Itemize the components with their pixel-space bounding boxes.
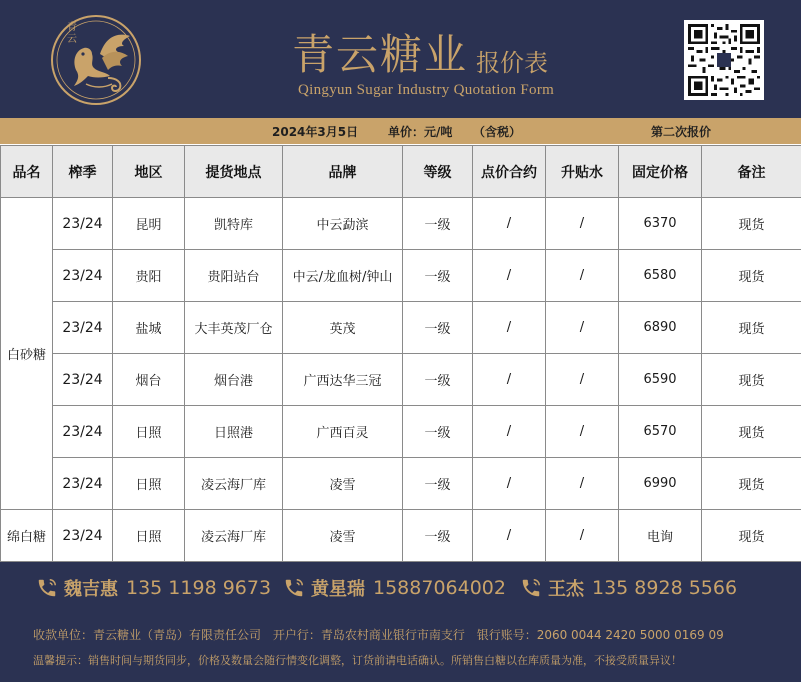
brand-cell: 英茂 <box>283 302 403 354</box>
brand-cell: 凌雪 <box>283 458 403 510</box>
pickup-cell: 日照港 <box>185 406 283 458</box>
table-row <box>1 510 801 562</box>
price-cell: 电询 <box>619 510 702 562</box>
price-unit: 单价：元/吨 <box>388 125 453 139</box>
contact-2 <box>283 575 506 601</box>
contact-1 <box>36 575 271 601</box>
header-product: 品名 <box>1 146 53 198</box>
pickup-cell: 凯特库 <box>185 198 283 250</box>
logo-char-bottom: 云 <box>67 34 77 45</box>
premium-cell: / <box>546 510 619 562</box>
product-cell: 绵白糖 <box>1 510 53 562</box>
premium-cell: / <box>546 198 619 250</box>
pickup-cell: 凌云海厂库 <box>185 458 283 510</box>
phone-icon <box>36 577 58 599</box>
note-cell: 现货 <box>702 510 801 562</box>
contact-phone: 135 1198 9673 <box>126 577 272 599</box>
grade-cell: 一级 <box>403 510 473 562</box>
header-premium: 升贴水 <box>546 146 619 198</box>
title-main: 青云糖业 <box>292 30 469 79</box>
table-row <box>1 250 801 302</box>
info-bar <box>0 118 801 144</box>
contract-cell: / <box>473 250 546 302</box>
grade-cell: 一级 <box>403 458 473 510</box>
account: 银行账号：2060 0044 2420 5000 0169 09 <box>476 628 724 642</box>
contract-cell: / <box>473 458 546 510</box>
note-cell: 现货 <box>702 250 801 302</box>
bank: 开户行：青岛农村商业银行市南支行 <box>272 628 465 642</box>
table-row <box>1 406 801 458</box>
pickup-cell: 烟台港 <box>185 354 283 406</box>
header-grade: 等级 <box>403 146 473 198</box>
page-title <box>292 20 549 79</box>
product-cell: 白砂糖 <box>1 198 53 510</box>
region-cell: 日照 <box>113 510 185 562</box>
contract-cell: / <box>473 510 546 562</box>
price-cell: 6570 <box>619 406 702 458</box>
brand-cell: 广西达华三冠 <box>283 354 403 406</box>
season-cell: 23/24 <box>53 406 113 458</box>
premium-cell: / <box>546 354 619 406</box>
logo-char-top: 青 <box>67 22 77 33</box>
pickup-cell: 贵阳站台 <box>185 250 283 302</box>
phone-icon <box>520 577 542 599</box>
bank-info-line <box>33 626 724 643</box>
note-cell: 现货 <box>702 458 801 510</box>
pickup-cell: 大丰英茂厂仓 <box>185 302 283 354</box>
brand-cell: 凌雪 <box>283 510 403 562</box>
header-contract: 点价合约 <box>473 146 546 198</box>
header-price: 固定价格 <box>619 146 702 198</box>
premium-cell: / <box>546 250 619 302</box>
pickup-cell: 凌云海厂库 <box>185 510 283 562</box>
notice-line: 温馨提示：销售时间与期货同步，价格及数量会随行情变化调整，订货前请电话确认。所销售白糖以在库质量为准，不接受质量异议！ <box>33 654 682 667</box>
grade-cell: 一级 <box>403 302 473 354</box>
contact-name: 魏吉惠 <box>64 579 118 600</box>
season-cell: 23/24 <box>53 250 113 302</box>
contract-cell: / <box>473 354 546 406</box>
table-row <box>1 302 801 354</box>
table-row <box>1 354 801 406</box>
season-cell: 23/24 <box>53 354 113 406</box>
price-cell: 6890 <box>619 302 702 354</box>
header-region: 地区 <box>113 146 185 198</box>
brand-cell: 中云勐滨 <box>283 198 403 250</box>
note-cell: 现货 <box>702 198 801 250</box>
season-cell: 23/24 <box>53 458 113 510</box>
region-cell: 日照 <box>113 458 185 510</box>
grade-cell: 一级 <box>403 406 473 458</box>
region-cell: 烟台 <box>113 354 185 406</box>
table-row <box>1 198 801 250</box>
title-sub: 报价表 <box>476 48 549 77</box>
grade-cell: 一级 <box>403 198 473 250</box>
grade-cell: 一级 <box>403 354 473 406</box>
premium-cell: / <box>546 458 619 510</box>
price-cell: 6370 <box>619 198 702 250</box>
contact-3 <box>520 575 737 601</box>
brand-cell: 广西百灵 <box>283 406 403 458</box>
footer-banner <box>0 562 801 682</box>
contact-phone: 135 8928 5566 <box>592 577 738 599</box>
quote-round: 第二次报价 <box>651 125 712 139</box>
season-cell: 23/24 <box>53 302 113 354</box>
season-cell: 23/24 <box>53 510 113 562</box>
quote-date: 2024年3月5日 <box>272 125 359 139</box>
tax-note: （含税） <box>473 125 522 139</box>
season-cell: 23/24 <box>53 198 113 250</box>
header-brand: 品牌 <box>283 146 403 198</box>
contract-cell: / <box>473 302 546 354</box>
table-row <box>1 458 801 510</box>
region-cell: 昆明 <box>113 198 185 250</box>
region-cell: 盐城 <box>113 302 185 354</box>
note-cell: 现货 <box>702 302 801 354</box>
price-cell: 6580 <box>619 250 702 302</box>
qr-code-icon <box>684 20 764 100</box>
grade-cell: 一级 <box>403 250 473 302</box>
region-cell: 日照 <box>113 406 185 458</box>
price-cell: 6590 <box>619 354 702 406</box>
note-cell: 现货 <box>702 406 801 458</box>
table-header-row <box>1 146 801 198</box>
premium-cell: / <box>546 406 619 458</box>
premium-cell: / <box>546 302 619 354</box>
note-cell: 现货 <box>702 354 801 406</box>
brand-cell: 中云/龙血树/钟山 <box>283 250 403 302</box>
contract-cell: / <box>473 406 546 458</box>
header-banner <box>0 0 801 118</box>
payee: 收款单位：青云糖业（青岛）有限责任公司 <box>33 628 262 642</box>
title-english: Qingyun Sugar Industry Quotation Form <box>298 82 555 98</box>
header-note: 备注 <box>702 146 801 198</box>
contact-name: 王杰 <box>548 579 584 600</box>
contract-cell: / <box>473 198 546 250</box>
phone-icon <box>283 577 305 599</box>
contact-name: 黄星瑞 <box>311 579 365 600</box>
region-cell: 贵阳 <box>113 250 185 302</box>
logo-characters <box>62 22 82 46</box>
header-pickup: 提货地点 <box>185 146 283 198</box>
header-season: 榨季 <box>53 146 113 198</box>
price-table <box>0 145 801 562</box>
contact-phone: 15887064002 <box>373 577 506 599</box>
price-cell: 6990 <box>619 458 702 510</box>
